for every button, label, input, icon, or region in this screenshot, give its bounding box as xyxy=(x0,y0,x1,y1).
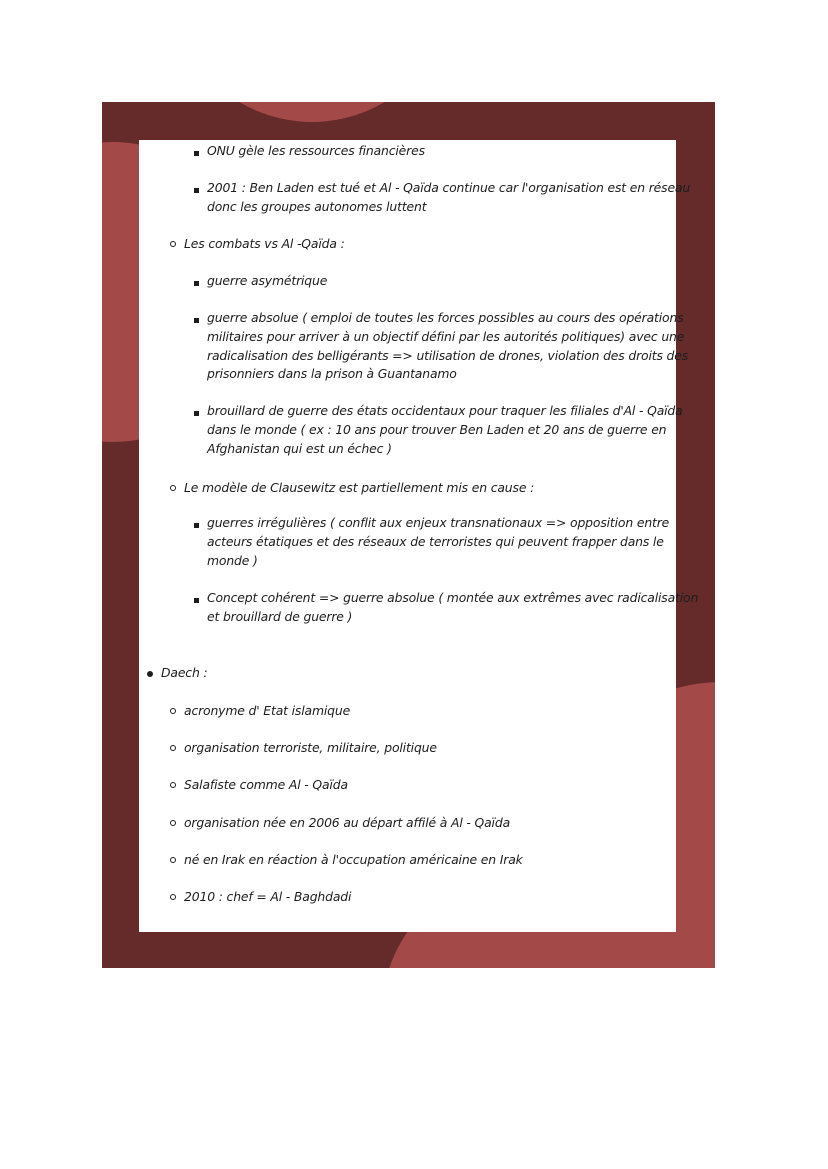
list-item xyxy=(184,888,351,907)
list-item-text: guerre asymétrique xyxy=(207,273,328,288)
square-bullet-icon xyxy=(194,318,199,323)
list-item xyxy=(207,309,688,384)
list-item-text: militaires pour arriver à un objectif défini par les autorités politiques) avec une xyxy=(207,328,685,344)
square-bullet-icon xyxy=(194,281,199,286)
decorative-circle xyxy=(162,102,462,122)
list-item-text: prisonniers dans la prison à Guantanamo xyxy=(207,366,457,382)
circle-bullet-icon xyxy=(170,820,176,826)
list-item-text: Concept cohérent => guerre absolue ( montée aux extrêmes avec radicalisation xyxy=(207,590,699,605)
list-item-text: dans le monde ( ex : 10 ans pour trouver Ben Laden et 20 ans de guerre en xyxy=(207,421,667,437)
square-bullet-icon xyxy=(194,411,199,416)
circle-bullet-icon xyxy=(170,857,176,863)
content-card xyxy=(139,140,699,932)
list-item-text: donc les groupes autonomes luttent xyxy=(207,198,427,214)
list-item-text: organisation terroriste, militaire, politique xyxy=(184,740,437,755)
square-bullet-icon xyxy=(194,523,199,528)
list-item xyxy=(207,272,327,291)
list-item-text: acronyme d' Etat islamique xyxy=(184,703,351,718)
list-item xyxy=(184,739,437,758)
list-item-text: Les combats vs Al -Qaïda : xyxy=(184,236,345,251)
circle-bullet-icon xyxy=(170,894,176,900)
list-item xyxy=(207,142,425,161)
list-item xyxy=(184,235,345,254)
list-item xyxy=(207,589,698,627)
list-item-text: guerre absolue ( emploi de toutes les forces possibles au cours des opérations xyxy=(207,310,684,325)
list-item-text: Salafiste comme Al - Qaïda xyxy=(184,777,348,792)
circle-bullet-icon xyxy=(170,485,176,491)
list-item xyxy=(184,776,348,795)
square-bullet-icon xyxy=(194,598,199,603)
list-item xyxy=(207,179,690,217)
list-item-text: Afghanistan qui est un échec ) xyxy=(207,440,392,456)
list-item xyxy=(184,702,350,721)
square-bullet-icon xyxy=(194,151,199,156)
circle-bullet-icon xyxy=(170,745,176,751)
list-item-text: Daech : xyxy=(161,665,208,680)
list-item xyxy=(184,814,510,833)
circle-bullet-icon xyxy=(170,708,176,714)
list-item xyxy=(184,479,534,498)
square-bullet-icon xyxy=(194,188,199,193)
list-item-text: 2010 : chef = Al - Baghdadi xyxy=(184,889,352,904)
list-item xyxy=(184,851,523,870)
list-item xyxy=(207,514,669,570)
list-item-text: radicalisation des belligérants => utilisation de drones, violation des droits des xyxy=(207,347,689,363)
circle-bullet-icon xyxy=(170,241,176,247)
list-item-text: et brouillard de guerre ) xyxy=(207,608,353,624)
list-item-text: Le modèle de Clausewitz est partiellement mis en cause : xyxy=(184,480,535,495)
list-item-text: organisation née en 2006 au départ affilé à Al - Qaïda xyxy=(184,815,511,830)
list-item-text: guerres irrégulières ( conflit aux enjeux transnationaux => opposition entre xyxy=(207,515,670,530)
list-item xyxy=(161,664,208,683)
list-item xyxy=(207,402,683,458)
list-item-text: né en Irak en réaction à l'occupation américaine en Irak xyxy=(184,852,523,867)
list-item-text: acteurs étatiques et des réseaux de terroristes qui peuvent frapper dans le xyxy=(207,533,664,549)
circle-bullet-icon xyxy=(170,782,176,788)
list-item-text: ONU gèle les ressources financières xyxy=(207,143,425,158)
list-item-text: monde ) xyxy=(207,552,258,568)
list-item-text: 2001 : Ben Laden est tué et Al - Qaïda continue car l'organisation est en réseau xyxy=(207,180,691,195)
disc-bullet-icon xyxy=(147,671,153,677)
list-item-text: brouillard de guerre des états occidentaux pour traquer les filiales d'Al - Qaïda xyxy=(207,403,683,418)
